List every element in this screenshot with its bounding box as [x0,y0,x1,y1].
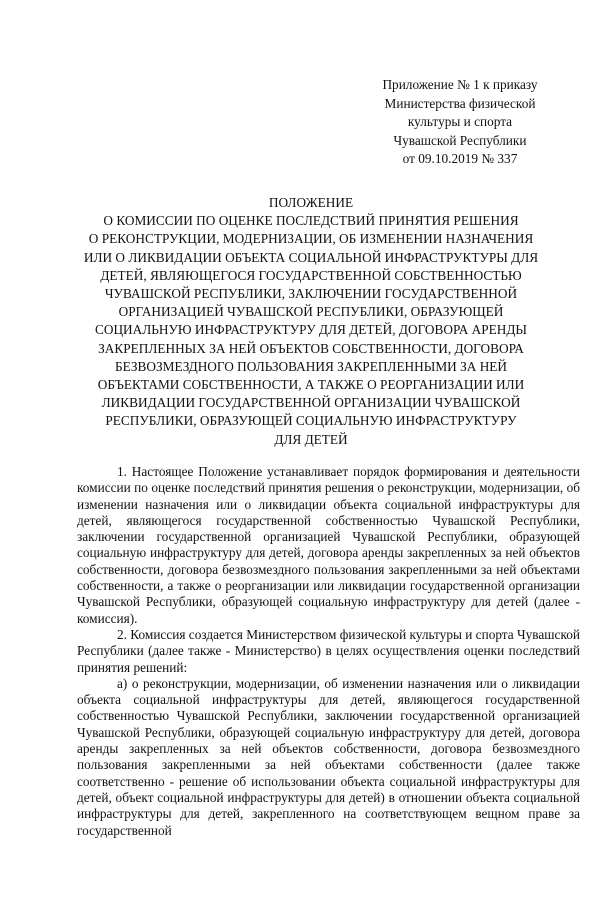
annex-line: культуры и спорта [407,114,513,130]
title-line: СОЦИАЛЬНУЮ ИНФРАСТРУКТУРУ ДЛЯ ДЕТЕЙ, ДОГОВОРА АРЕНДЫ [94,322,528,338]
title-line: ЛИКВИДАЦИИ ГОСУДАРСТВЕННОЙ ОРГАНИЗАЦИИ ЧУВАШСКОЙ [101,395,521,411]
document-title [66,194,556,449]
paragraph-1: 1. Настоящее Положение устанавливает порядок формирования и деятельности комиссии по оценке последствий принятия решения о реконструкции, модернизации, об изменении назначения или о ликвидации объекта социальной инфраструктуры для детей, являющегося государственной собственностью Чувашской Республики, заключении государственной организацией Чувашской Республики, образующей социальную инфраструктуру для детей, договора аренды закрепленных за ней объектов собственности, договора безвозмездного пользования закрепленными за ней объектами собственности, а также о реорганизации или ликвидации государственной организации Чувашской Республики, образующей социальную инфраструктуру для детей (далее - комиссия). [77,464,580,626]
paragraph-2a: а) о реконструкции, модернизации, об изменении назначения или о ликвидации объекта социальной инфраструктуры для детей, являющегося государственной собственностью Чувашской Республики, заключении государственной организацией Чувашской Республики, образующей социальную инфраструктуру для детей, договора аренды закрепленных за ней объектов собственности, договора безвозмездного пользования закрепленными за ней объектами собственности (далее также соответственно - решение об использовании объекта социальной инфраструктуры для детей, объект социальной инфраструктуры для детей) в отношении объекта социальной инфраструктуры для детей, закрепленного на соответствующем вещном праве за государственной [77,675,580,838]
annex-line: Чувашской Республики [393,132,527,148]
title-line: БЕЗВОЗМЕЗДНОГО ПОЛЬЗОВАНИЯ ЗАКРЕПЛЕННЫМИ ЗА НЕЙ [114,358,508,374]
title-line: РЕСПУБЛИКИ, ОБРАЗУЮЩЕЙ СОЦИАЛЬНУЮ ИНФРАСТРУКТУРУ [105,413,517,429]
title-line: ОБЪЕКТАМИ СОБСТВЕННОСТИ, А ТАКЖЕ О РЕОРГАНИЗАЦИИ ИЛИ [97,377,525,393]
annex-line: Министерства физической [384,95,536,111]
title-line: ЗАКРЕПЛЕННЫХ ЗА НЕЙ ОБЪЕКТОВ СОБСТВЕННОСТИ, ДОГОВОРА [98,340,524,356]
paragraph-2: 2. Комиссия создается Министерством физической культуры и спорта Чувашской Республики (далее также - Министерство) в целях осуществления оценки последствий принятия решений: [77,626,580,675]
title-line: ИЛИ О ЛИКВИДАЦИИ ОБЪЕКТА СОЦИАЛЬНОЙ ИНФРАСТРУКТУРЫ ДЛЯ [83,249,539,265]
title-line: ДЛЯ ДЕТЕЙ [274,431,348,447]
title-line: ЧУВАШСКОЙ РЕСПУБЛИКИ, ЗАКЛЮЧЕНИИ ГОСУДАРСТВЕННОЙ [104,286,518,302]
title-line: О КОМИССИИ ПО ОЦЕНКЕ ПОСЛЕДСТВИЙ ПРИНЯТИЯ РЕШЕНИЯ [103,213,519,229]
annex-line: Приложение № 1 к приказу [382,77,538,92]
title-line: ДЕТЕЙ, ЯВЛЯЮЩЕГОСЯ ГОСУДАРСТВЕННОЙ СОБСТВЕННОСТЬЮ [100,267,522,283]
title-line: О РЕКОНСТРУКЦИИ, МОДЕРНИЗАЦИИ, ОБ ИЗМЕНЕНИИ НАЗНАЧЕНИЯ [88,231,534,247]
annex-line: от 09.10.2019 № 337 [402,151,518,167]
annex-reference [360,76,560,169]
title-line: ОРГАНИЗАЦИЕЙ ЧУВАШСКОЙ РЕСПУБЛИКИ, ОБРАЗУЮЩЕЙ [118,304,504,320]
title-line: ПОЛОЖЕНИЕ [268,195,354,210]
document-body [77,464,580,839]
